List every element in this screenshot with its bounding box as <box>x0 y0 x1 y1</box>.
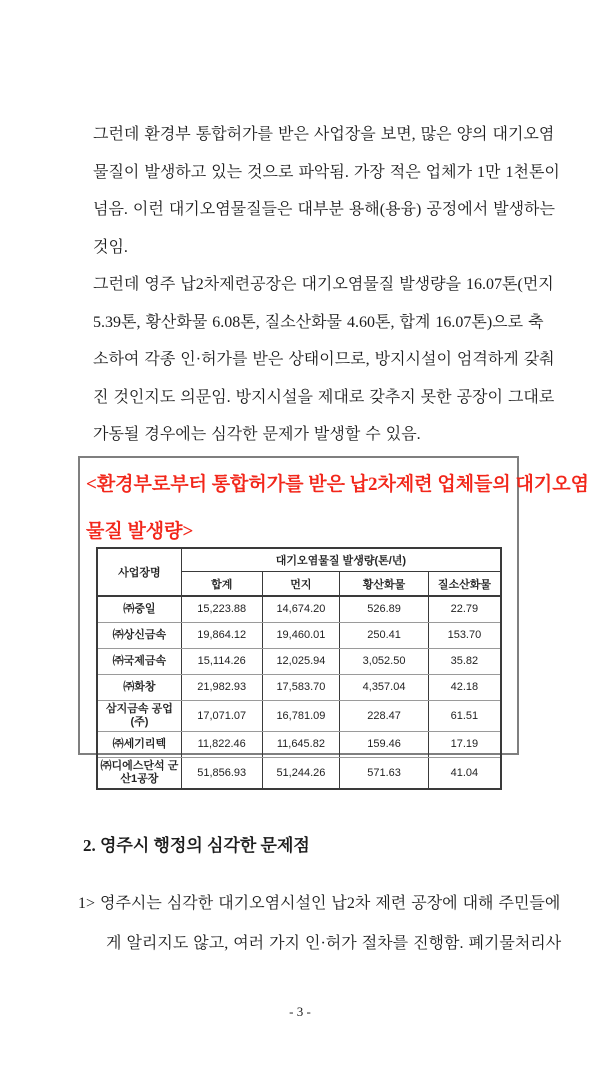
section-heading: 2. 영주시 행정의 심각한 문제점 <box>83 836 310 855</box>
paragraph-line: 소하여 각종 인·허가를 받은 상태이므로, 방지시설이 엄격하게 갖춰 <box>93 351 555 368</box>
value-cell: 153.70 <box>428 623 501 649</box>
value-cell: 19,864.12 <box>181 623 262 649</box>
value-cell: 571.63 <box>340 758 429 790</box>
figure-caption-line: 물질 발생량> <box>86 521 194 542</box>
emissions-table <box>96 547 502 790</box>
paragraph-line: 5.39톤, 황산화물 6.08톤, 질소산화물 4.60톤, 합계 16.07톤)으로 축 <box>93 313 544 331</box>
column-header-nox: 질소산화물 <box>428 572 501 597</box>
column-header-sox: 황산화물 <box>340 572 429 597</box>
company-name-cell: ㈜국제금속 <box>97 649 181 675</box>
body-text <box>93 116 560 454</box>
column-group-header: 대기오염물질 발생량(톤/년) <box>181 548 501 572</box>
value-cell: 61.51 <box>428 701 501 732</box>
value-cell: 16,781.09 <box>262 701 340 732</box>
value-cell: 15,223.88 <box>181 596 262 623</box>
paragraph-line: 가동될 경우에는 심각한 문제가 발생할 수 있음. <box>93 426 421 443</box>
item-line: 게 알리지도 않고, 여러 가지 인·허가 절차를 진행함. 폐기물처리사 <box>106 935 562 952</box>
table-row <box>97 623 501 649</box>
paragraph-line: 그런데 환경부 통합허가를 받은 사업장을 보면, 많은 양의 대기오염 <box>93 126 555 143</box>
table-row <box>97 596 501 623</box>
numbered-item-1 <box>78 884 562 964</box>
company-name-cell: ㈜상신금속 <box>97 623 181 649</box>
emissions-table-wrapper <box>96 547 502 790</box>
value-cell: 12,025.94 <box>262 649 340 675</box>
figure-caption <box>86 461 589 555</box>
company-name-cell: ㈜세기리텍 <box>97 732 181 758</box>
value-cell: 21,982.93 <box>181 675 262 701</box>
value-cell: 250.41 <box>340 623 429 649</box>
table-row <box>97 732 501 758</box>
value-cell: 15,114.26 <box>181 649 262 675</box>
value-cell: 17,583.70 <box>262 675 340 701</box>
value-cell: 159.46 <box>340 732 429 758</box>
value-cell: 4,357.04 <box>340 675 429 701</box>
value-cell: 42.18 <box>428 675 501 701</box>
value-cell: 41.04 <box>428 758 501 790</box>
table-row <box>97 701 501 732</box>
company-name-cell: 삼지금속 공업(주) <box>97 701 181 732</box>
column-header-dust: 먼지 <box>262 572 340 597</box>
value-cell: 35.82 <box>428 649 501 675</box>
value-cell: 51,244.26 <box>262 758 340 790</box>
table-row <box>97 758 501 790</box>
paragraph-line: 진 것인지도 의문임. 방지시설을 제대로 갖추지 못한 공장이 그대로 <box>93 388 555 406</box>
item-line: 1> 영주시는 심각한 대기오염시설인 납2차 제련 공장에 대해 주민들에 <box>78 895 561 912</box>
paragraph-line: 그런데 영주 납2차제련공장은 대기오염물질 발생량을 16.07톤(먼지 <box>93 276 554 293</box>
paragraph-line: 물질이 발생하고 있는 것으로 파악됨. 가장 적은 업체가 1만 1천톤이 <box>93 163 560 181</box>
value-cell: 3,052.50 <box>340 649 429 675</box>
paragraph-line: 것임. <box>93 238 128 256</box>
value-cell: 11,822.46 <box>181 732 262 758</box>
column-header-total: 합계 <box>181 572 262 597</box>
table-row <box>97 649 501 675</box>
company-name-cell: ㈜화창 <box>97 675 181 701</box>
value-cell: 228.47 <box>340 701 429 732</box>
table-row <box>97 675 501 701</box>
figure-box <box>78 456 589 785</box>
value-cell: 17.19 <box>428 732 501 758</box>
page-number: - 3 - <box>289 1004 311 1019</box>
paragraph-line: 넘음. 이런 대기오염물질들은 대부분 용해(용융) 공정에서 발생하는 <box>93 201 555 218</box>
value-cell: 14,674.20 <box>262 596 340 623</box>
value-cell: 19,460.01 <box>262 623 340 649</box>
value-cell: 11,645.82 <box>262 732 340 758</box>
company-name-cell: ㈜디에스단석 군산1공장 <box>97 758 181 790</box>
value-cell: 22.79 <box>428 596 501 623</box>
company-name-cell: ㈜중일 <box>97 596 181 623</box>
value-cell: 51,856.93 <box>181 758 262 790</box>
value-cell: 526.89 <box>340 596 429 623</box>
value-cell: 17,071.07 <box>181 701 262 732</box>
figure-caption-line: <환경부로부터 통합허가를 받은 납2차제련 업체들의 대기오염 <box>86 474 589 495</box>
column-header-business-name: 사업장명 <box>97 548 181 596</box>
